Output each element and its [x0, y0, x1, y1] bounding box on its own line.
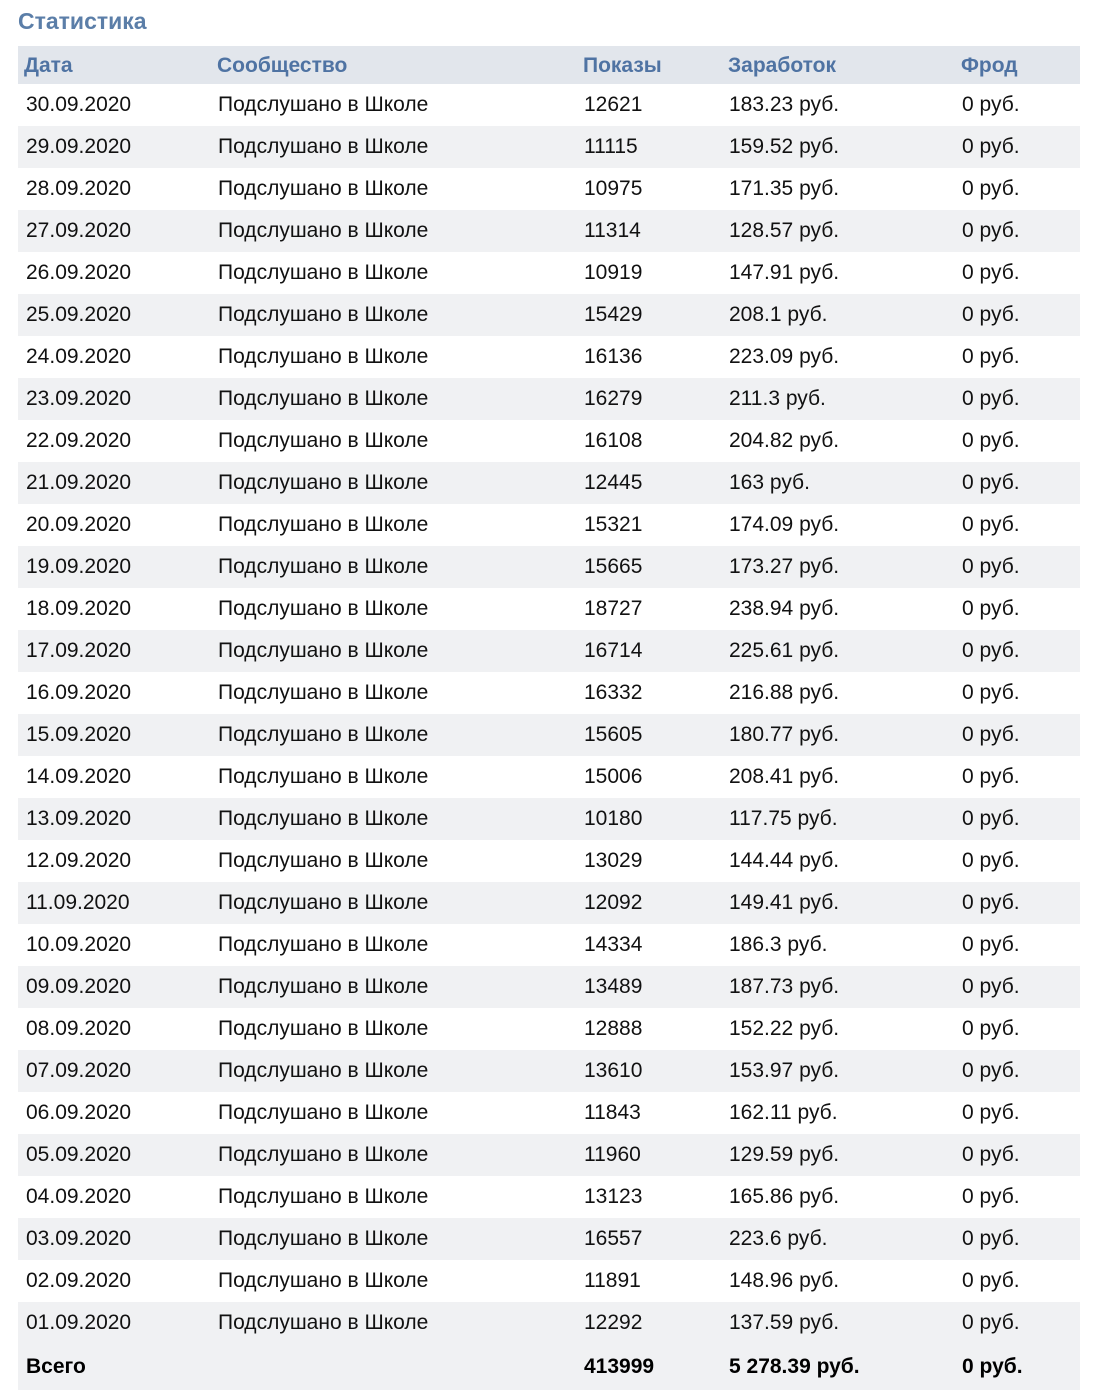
cell-community: Подслушано в Школе — [218, 597, 429, 620]
cell-earnings: 180.77 руб. — [722, 714, 954, 756]
cell-fraud: 0 руб. — [954, 378, 1080, 420]
cell-earnings: 223.6 руб. — [722, 1218, 954, 1260]
table-row — [18, 1092, 1080, 1134]
cell-earnings: 173.27 руб. — [722, 546, 954, 588]
column-header-fraud[interactable]: Фрод — [954, 46, 1080, 84]
cell-views: 16332 — [584, 681, 643, 704]
cell-views: 10180 — [576, 798, 722, 840]
cell-fraud: 0 руб. — [962, 1185, 1020, 1208]
cell-community: Подслушано в Школе — [210, 210, 576, 252]
cell-community: Подслушано в Школе — [210, 546, 576, 588]
table-row — [18, 966, 1080, 1008]
cell-earnings: 187.73 руб. — [722, 966, 954, 1008]
table-row — [18, 294, 1080, 336]
table-header-row — [18, 46, 1080, 84]
cell-earnings: 183.23 руб. — [729, 93, 840, 116]
table-row — [18, 1050, 1080, 1092]
cell-views: 12888 — [584, 1017, 643, 1040]
cell-earnings: 225.61 руб. — [722, 630, 954, 672]
cell-views: 16279 — [576, 378, 722, 420]
cell-views: 15321 — [584, 513, 643, 536]
cell-date: 13.09.2020 — [18, 798, 210, 840]
cell-earnings: 174.09 руб. — [729, 513, 840, 536]
cell-community: Подслушано в Школе — [210, 462, 576, 504]
cell-views: 12621 — [584, 93, 643, 116]
column-header-views[interactable]: Показы — [576, 46, 722, 84]
table-row — [18, 1134, 1080, 1176]
cell-earnings: 137.59 руб. — [722, 1302, 954, 1344]
cell-earnings: 211.3 руб. — [722, 378, 954, 420]
cell-community: Подслушано в Школе — [210, 1302, 576, 1344]
cell-views: 13610 — [576, 1050, 722, 1092]
cell-community: Подслушано в Школе — [218, 765, 429, 788]
cell-views: 12092 — [576, 882, 722, 924]
cell-earnings: 208.41 руб. — [729, 765, 840, 788]
cell-earnings: 171.35 руб. — [729, 177, 840, 200]
cell-earnings: 163 руб. — [722, 462, 954, 504]
column-header-community[interactable]: Сообщество — [210, 46, 576, 84]
cell-earnings: 144.44 руб. — [729, 849, 840, 872]
table-row — [18, 588, 1080, 630]
cell-views: 10919 — [584, 261, 643, 284]
cell-date: 14.09.2020 — [26, 765, 132, 788]
cell-date: 23.09.2020 — [18, 378, 210, 420]
cell-earnings: 165.86 руб. — [729, 1185, 840, 1208]
cell-date: 11.09.2020 — [18, 882, 210, 924]
cell-community: Подслушано в Школе — [218, 1185, 429, 1208]
cell-date: 16.09.2020 — [26, 681, 132, 704]
cell-earnings: 153.97 руб. — [722, 1050, 954, 1092]
cell-fraud: 0 руб. — [954, 1218, 1080, 1260]
cell-fraud: 0 руб. — [954, 1050, 1080, 1092]
cell-community: Подслушано в Школе — [218, 933, 429, 956]
cell-date: 29.09.2020 — [18, 126, 210, 168]
cell-views: 13489 — [576, 966, 722, 1008]
cell-date: 04.09.2020 — [26, 1185, 132, 1208]
cell-views: 16714 — [576, 630, 722, 672]
table-row — [18, 546, 1080, 588]
cell-community: Подслушано в Школе — [210, 126, 576, 168]
cell-fraud: 0 руб. — [962, 765, 1020, 788]
cell-date: 17.09.2020 — [18, 630, 210, 672]
total-earnings: 5 278.39 руб. — [722, 1344, 954, 1390]
cell-community: Подслушано в Школе — [210, 966, 576, 1008]
cell-fraud: 0 руб. — [954, 126, 1080, 168]
cell-community: Подслушано в Школе — [210, 294, 576, 336]
cell-community: Подслушано в Школе — [218, 429, 429, 452]
cell-community: Подслушано в Школе — [218, 177, 429, 200]
cell-date: 22.09.2020 — [26, 429, 132, 452]
cell-fraud: 0 руб. — [962, 681, 1020, 704]
cell-views: 12292 — [576, 1302, 722, 1344]
cell-community: Подслушано в Школе — [210, 630, 576, 672]
cell-date: 19.09.2020 — [18, 546, 210, 588]
cell-community: Подслушано в Школе — [210, 378, 576, 420]
cell-fraud: 0 руб. — [954, 1302, 1080, 1344]
table-row — [18, 630, 1080, 672]
cell-views: 12445 — [576, 462, 722, 504]
total-fraud: 0 руб. — [954, 1344, 1080, 1390]
cell-earnings: 152.22 руб. — [729, 1017, 840, 1040]
cell-date: 24.09.2020 — [26, 345, 132, 368]
cell-earnings: 208.1 руб. — [722, 294, 954, 336]
cell-earnings: 128.57 руб. — [722, 210, 954, 252]
cell-fraud: 0 руб. — [954, 630, 1080, 672]
table-row — [18, 336, 1080, 378]
cell-community: Подслушано в Школе — [210, 882, 576, 924]
cell-community: Подслушано в Школе — [210, 1134, 576, 1176]
cell-fraud: 0 руб. — [954, 546, 1080, 588]
cell-views: 11115 — [576, 126, 722, 168]
table-row — [18, 672, 1080, 714]
table-body — [18, 84, 1080, 1344]
cell-earnings: 129.59 руб. — [722, 1134, 954, 1176]
column-header-date[interactable]: Дата — [18, 46, 210, 84]
table-row — [18, 756, 1080, 798]
cell-fraud: 0 руб. — [962, 933, 1020, 956]
cell-date: 21.09.2020 — [18, 462, 210, 504]
cell-fraud: 0 руб. — [962, 513, 1020, 536]
cell-fraud: 0 руб. — [954, 210, 1080, 252]
cell-earnings: 147.91 руб. — [729, 261, 840, 284]
table-row — [18, 714, 1080, 756]
cell-views: 14334 — [584, 933, 643, 956]
cell-fraud: 0 руб. — [954, 798, 1080, 840]
cell-views: 15665 — [576, 546, 722, 588]
table-row — [18, 378, 1080, 420]
cell-views: 16136 — [584, 345, 643, 368]
cell-date: 03.09.2020 — [18, 1218, 210, 1260]
page-title: Статистика — [18, 8, 147, 34]
cell-community: Подслушано в Школе — [218, 1269, 429, 1292]
cell-date: 07.09.2020 — [18, 1050, 210, 1092]
cell-community: Подслушано в Школе — [218, 345, 429, 368]
cell-fraud: 0 руб. — [954, 882, 1080, 924]
cell-date: 01.09.2020 — [18, 1302, 210, 1344]
table-row — [18, 1176, 1080, 1218]
total-community-cell — [210, 1344, 576, 1390]
cell-date: 15.09.2020 — [18, 714, 210, 756]
cell-fraud: 0 руб. — [962, 1017, 1020, 1040]
cell-fraud: 0 руб. — [962, 1101, 1020, 1124]
cell-views: 11960 — [576, 1134, 722, 1176]
table-row — [18, 840, 1080, 882]
cell-views: 11843 — [584, 1101, 641, 1124]
cell-fraud: 0 руб. — [954, 966, 1080, 1008]
cell-fraud: 0 руб. — [962, 261, 1020, 284]
cell-date: 25.09.2020 — [18, 294, 210, 336]
cell-community: Подслушано в Школе — [210, 798, 576, 840]
table-row — [18, 126, 1080, 168]
table-row — [18, 210, 1080, 252]
cell-fraud: 0 руб. — [954, 294, 1080, 336]
total-views: 413999 — [576, 1344, 722, 1390]
cell-fraud: 0 руб. — [962, 849, 1020, 872]
cell-community: Подслушано в Школе — [218, 681, 429, 704]
cell-earnings: 148.96 руб. — [729, 1269, 840, 1292]
cell-views: 15605 — [576, 714, 722, 756]
table-row — [18, 420, 1080, 462]
table-row — [18, 252, 1080, 294]
cell-community: Подслушано в Школе — [210, 1050, 576, 1092]
cell-views: 13029 — [584, 849, 643, 872]
cell-community: Подслушано в Школе — [218, 261, 429, 284]
cell-views: 15006 — [584, 765, 643, 788]
cell-date: 05.09.2020 — [18, 1134, 210, 1176]
cell-fraud: 0 руб. — [954, 714, 1080, 756]
cell-date: 30.09.2020 — [26, 93, 132, 116]
stats-table — [18, 46, 1080, 1390]
cell-date: 27.09.2020 — [18, 210, 210, 252]
table-row — [18, 1260, 1080, 1302]
total-row — [18, 1344, 1080, 1390]
cell-fraud: 0 руб. — [962, 177, 1020, 200]
cell-date: 10.09.2020 — [26, 933, 132, 956]
cell-fraud: 0 руб. — [954, 1134, 1080, 1176]
cell-community: Подслушано в Школе — [210, 1218, 576, 1260]
cell-views: 13123 — [584, 1185, 643, 1208]
cell-fraud: 0 руб. — [962, 1269, 1020, 1292]
table-row — [18, 462, 1080, 504]
cell-community: Подслушано в Школе — [210, 714, 576, 756]
cell-views: 10975 — [584, 177, 643, 200]
cell-date: 26.09.2020 — [26, 261, 132, 284]
cell-views: 15429 — [576, 294, 722, 336]
cell-date: 08.09.2020 — [26, 1017, 132, 1040]
cell-date: 12.09.2020 — [26, 849, 132, 872]
cell-earnings: 204.82 руб. — [729, 429, 840, 452]
cell-date: 02.09.2020 — [26, 1269, 132, 1292]
cell-earnings: 149.41 руб. — [722, 882, 954, 924]
cell-earnings: 238.94 руб. — [729, 597, 840, 620]
cell-date: 28.09.2020 — [26, 177, 132, 200]
cell-fraud: 0 руб. — [962, 597, 1020, 620]
total-label: Всего — [18, 1344, 210, 1390]
table-row — [18, 1218, 1080, 1260]
cell-fraud: 0 руб. — [954, 462, 1080, 504]
table-row — [18, 798, 1080, 840]
cell-earnings: 223.09 руб. — [729, 345, 840, 368]
cell-fraud: 0 руб. — [962, 93, 1020, 116]
cell-views: 11891 — [584, 1269, 641, 1292]
table-row — [18, 1302, 1080, 1344]
cell-earnings: 162.11 руб. — [729, 1101, 838, 1124]
cell-date: 20.09.2020 — [26, 513, 132, 536]
cell-earnings: 159.52 руб. — [722, 126, 954, 168]
cell-date: 06.09.2020 — [26, 1101, 132, 1124]
cell-community: Подслушано в Школе — [218, 1017, 429, 1040]
cell-earnings: 117.75 руб. — [722, 798, 954, 840]
table-row — [18, 924, 1080, 966]
table-row — [18, 168, 1080, 210]
column-header-earnings[interactable]: Заработок — [722, 46, 954, 84]
table-row — [18, 882, 1080, 924]
table-row — [18, 84, 1080, 126]
cell-community: Подслушано в Школе — [218, 849, 429, 872]
cell-views: 18727 — [584, 597, 643, 620]
table-row — [18, 1008, 1080, 1050]
cell-community: Подслушано в Школе — [218, 93, 429, 116]
cell-date: 18.09.2020 — [26, 597, 132, 620]
cell-earnings: 186.3 руб. — [729, 933, 828, 956]
cell-community: Подслушано в Школе — [218, 513, 429, 536]
cell-views: 16108 — [584, 429, 643, 452]
cell-community: Подслушано в Школе — [218, 1101, 429, 1124]
cell-views: 11314 — [576, 210, 722, 252]
cell-date: 09.09.2020 — [18, 966, 210, 1008]
cell-earnings: 216.88 руб. — [729, 681, 840, 704]
cell-fraud: 0 руб. — [962, 345, 1020, 368]
cell-fraud: 0 руб. — [962, 429, 1020, 452]
cell-views: 16557 — [576, 1218, 722, 1260]
table-row — [18, 504, 1080, 546]
